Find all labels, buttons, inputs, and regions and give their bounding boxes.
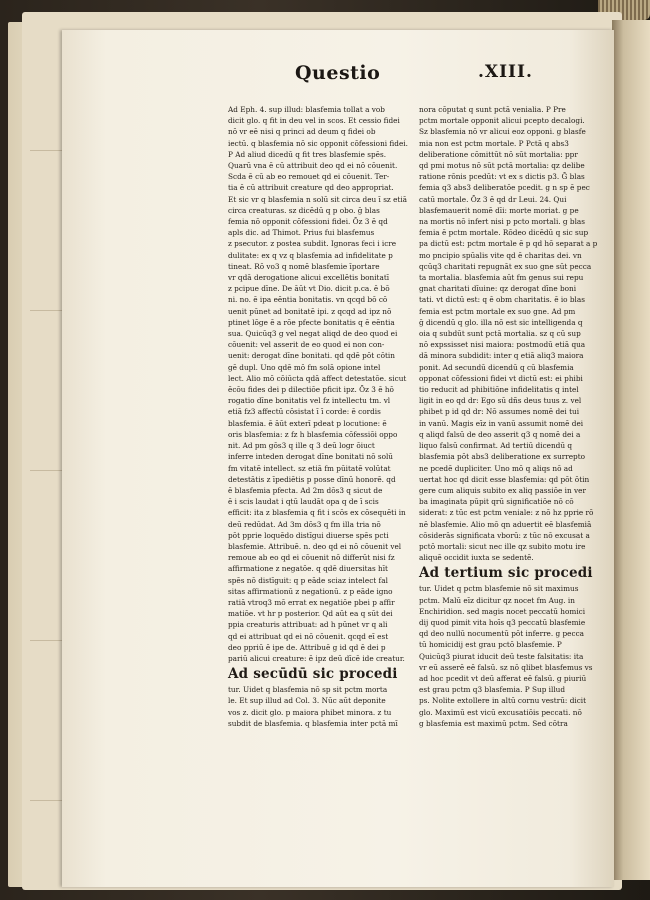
text-line: ne pcedē dupliciter. Uno mō q aliqs nō ad (419, 463, 573, 473)
text-line: ponit. Ad secundū dicendū q cū blasfemia (419, 362, 574, 372)
text-line: ptinet lōge ē a rōe pfecte bonitatis q ē eēntia (228, 317, 395, 327)
text-line: z pcipue dīne. De āūt vt Dio. dicit p.ca. ē bō (228, 284, 390, 294)
text-line: ratiā vtroq3 mō errat ex negatiōe pbei p affir (228, 597, 395, 607)
text-line: cōuenit: vel asserit de eo quod ei non con- (228, 340, 385, 350)
text-line: lect. Alio mō cōiūcta qdā affect detestatōe. sicut (228, 373, 407, 383)
text-line: Quicūq3 piurat iducit deū teste falsitatis: ita (419, 651, 584, 661)
text-line: vr qdā derogatione alicui excellētis bonitatī (228, 273, 390, 283)
text-line: deo ppriū ē ipe de. Attribuē g id qd ē dei p (228, 642, 386, 652)
text-line: qd pmi motus nō sūt pctā mortalia: qz delibe (419, 161, 585, 171)
text-line: circa creaturas. sz dicēdū q p obo. ḡ blas (228, 205, 380, 215)
text-line: Quarū vna ē cū attribuit deo qd ei nō cōuenit. (228, 161, 398, 171)
text-line: nit. Ad pm gōs3 q ille q 3 deū logr ōiuct (228, 441, 375, 451)
text-line: aliquē occidit iuxta se sedentē. (419, 553, 534, 563)
text-line: femia q3 abs3 deliberatōe pcedit. g n sp ē pec (419, 183, 590, 193)
text-line: qcūq3 charitati repugnāt ex suo gne sūt pecca (419, 261, 592, 271)
text-line: remoue ab eo qd ei cōuenit nō differūt nisi fz (228, 553, 395, 563)
text-line: nō vr eē nisi q princi ad deum q fidei ob (228, 127, 376, 137)
text-line: na mortis nō infert nisi p pcto mortali. g blas (419, 217, 586, 227)
text-line: tur. Uidet q pctm blasfemie nō sit maximus (419, 584, 579, 594)
text-line: nora cōputat q sunt pctā venialia. P Pre (419, 105, 566, 114)
text-line: ta mortalia. blasfemia aūt fm genus sui repu (419, 273, 584, 283)
text-line: ps. Nolite extollere in altū cornu vestrū: dicit (419, 696, 587, 706)
text-line: pctm. Malū eīz dicitur qz nocet fm Aug. in (419, 595, 575, 605)
text-line: gere cum aliquis subito ex aliq passiōe in ver (419, 485, 586, 495)
text-line: dā minora subdidit: inter q etiā aliq3 maiora (419, 351, 584, 361)
text-line: ni. no. ē ipa eēntia bonitatis. vn qcqd bō cō (228, 295, 388, 305)
text-line: pa dictū est: pctm mortale ē p qd hō separat a p (419, 239, 598, 249)
text-line: ē i scis laudat i qtū laudāt opa q de ī scis (228, 497, 379, 507)
text-line: blasfemie. Attribuē. n. deo qd ei nō cōuenit vel (228, 541, 402, 551)
text-line: deū redūdat. Ad 3m dōs3 q fm illa tria nō (228, 519, 381, 529)
text-line: z psecutor. z postea subdit. Ignoras feci i icre (228, 239, 397, 249)
text-line: catū mortale. Ōz 3 ē qd dr Leui. 24. Qui (419, 194, 567, 204)
text-line: Enchiridion. sed magis nocet peccatū homici (419, 606, 586, 616)
text-line: nō expssisset nisi maiora: postmodū etiā qua (419, 340, 586, 350)
left-column-continuation (228, 684, 408, 729)
text-line: apls dic. ad Thimot. Prius fui blasfemus (228, 228, 375, 238)
text-line: phibet p id qd dr: Nō assumes nomē dei tui (419, 407, 580, 417)
text-line: opponat cōfessioni fidei vt dictū est: ei phibi (419, 373, 583, 383)
text-line: sitas affirmationū z negationū. z p eāde igno (228, 586, 393, 596)
text-line: pariū alicui creature: ē ipz deū dīcē ide creatur. (228, 653, 405, 663)
text-line: femia ē pctm mortale. Rōdeo dicēdū q sic sup (419, 228, 589, 238)
text-line: nē blasfemie. Alio mō qn aduertit eē blasfemiā (419, 519, 592, 529)
running-head-number: .XIII. (478, 62, 533, 82)
text-line: est grau pctm q3 blasfemia. P Sup illud (419, 685, 566, 695)
text-line: dulitate: ex q vz q blasfemia ad infidelitate p (228, 250, 393, 260)
text-line: inferre inteden derogat dīne bonitati nō solū (228, 452, 393, 462)
running-head-questio: Questio (295, 62, 381, 84)
right-column-continuation (419, 583, 599, 729)
text-line: mo pncipio spūalis vite qd ē charitas dei. vn (419, 250, 582, 260)
text-line: blasfemauerit nomē dīi: morte moriat. g pe (419, 205, 579, 215)
text-line: mia non est pctm mortale. P Pctā q abs3 (419, 138, 569, 148)
text-line: ba imaginata pūpit qrū significatiōe nō cō (419, 497, 574, 507)
text-line: oris blasfemia: z fz h blasfemia cōfessiōi oppo (228, 429, 398, 439)
text-line: pctm mortale opponit alicui pcepto decalogi. (419, 116, 585, 126)
text-line: etiā fz3 affectū cōsistat ī ī corde: ē cordis (228, 407, 381, 417)
right-page-strip (612, 20, 650, 880)
text-line: dij quod pimit vita hoīs q3 peccatū blasfemie (419, 617, 586, 627)
left-text-column (228, 104, 408, 729)
text-line: blasfemia. ē āūt exterī pdeat p locutione: ē (228, 418, 387, 428)
text-line: ppia creaturis attribuat: ad h pūnet vr q ali (228, 620, 388, 630)
text-line: Scda ē cū ab eo remouet qd ei cōuenit. Ter- (228, 172, 390, 182)
text-line: q aliqd falsū de deo asserit q3 q nomē dei a (419, 429, 581, 439)
text-line: tineat. Rō vo3 q nomē blasfemie īportare (228, 261, 380, 271)
text-line: pctō mortali: sicut nec ille qz subito motu ire (419, 541, 586, 551)
text-line: tia ē cū attribuit creature qd deo appropriat. (228, 183, 394, 193)
text-line: subdit de blasfemia. q blasfemia inter pctā mī (228, 718, 398, 728)
text-line: femia est pctm mortale ex suo gne. Ad pm (419, 306, 576, 316)
text-line: tati. vt dictū est: q ē obm charitatis. ē io blas (419, 295, 585, 305)
text-line: femia nō opponit cōfessioni fidei. Ōz 3 ē qd (228, 217, 388, 227)
text-line: ratione rōnis pcedūt: vt ex s dictis p3. Ḡ blas (419, 172, 585, 182)
text-line: ḡ dicendū q glo. illa nō est sic intelligenda q (419, 317, 583, 327)
text-line: detestātis z īpediētis p posse dīnū honorē. qd (228, 474, 396, 484)
right-text-column (419, 104, 599, 729)
text-line: tur. Uidet q blasfemia nō sp sit pctm morta (228, 685, 388, 695)
text-line: tū homicidij est grau pctō blasfemie. P (419, 640, 562, 650)
text-line: dicit glo. q fit in deu vel in scos. Et cessio fidei (228, 116, 400, 126)
text-line: fm vitatē intellect. sz etiā fm pūitatē volūtat (228, 463, 391, 473)
text-line: deliberatione cōmittūt nō sūt mortalia: ppr (419, 149, 578, 159)
text-line: pōt pprie loquēdo distīgui diuerse spēs pcti (228, 530, 389, 540)
text-line: iectū. q blasfemia nō sic opponit cōfessioni fidei. (228, 138, 408, 148)
text-line: liquo falsū confirmat. Ad tertiū dicendū q (419, 441, 573, 451)
text-line: in vanū. Magis eīz in vanū assumit nomē dei (419, 418, 584, 428)
text-line: uenit pūnet ad bonitatē ipi. z qcqd ad ipz nō (228, 306, 392, 316)
text-line: qd deo nullū nocumentū pōt inferre. g pecca (419, 629, 585, 639)
text-line: siderat: z tūc est pctm veniale: z nō hz pprie rō (419, 508, 594, 518)
text-line: gnat charitati dīuine: qz derogat dīne boni (419, 284, 577, 294)
text-line: uenit: derogat dīne bonitati. qd qdē pōt cōtin (228, 351, 395, 361)
text-line: efficit: ita z blasfemia q fit i scōs ex cōsequēti in (228, 508, 406, 518)
text-line: cōsiderās significata vborū: z tūc nō excusat a (419, 530, 590, 540)
text-line: Ad Eph. 4. sup illud: blasfemia tollat a vob (228, 105, 385, 114)
text-line: gē dupl. Uno qdē mō fm solā opione intel (228, 362, 381, 372)
text-line: g blasfemia est maximū pctm. Sed cōtra (419, 718, 568, 728)
text-line: le. Et sup illud ad Col. 3. Nūc aūt deponite (228, 696, 386, 706)
text-line: spēs nō distīguit: q p eāde sciaz intelect fal (228, 575, 388, 585)
text-line: ligit in eo qd dr: Ego sū dñs deus tuus z. vel (419, 396, 582, 406)
text-line: glo. Maximū est vicū excusatiōis peccati. nō (419, 707, 582, 717)
text-line: P Ad aliud dicedū q fit tres blasfemie spēs. (228, 149, 387, 159)
text-line: sua. Quicūq3 g vel negat aliqd de deo quod ei (228, 329, 398, 339)
text-line: qd ei attribuat qd ei nō cōuenit. qcqd eī est (228, 631, 389, 641)
text-line: vos z. dicit glo. p maiora phibet minora. z tu (228, 707, 392, 717)
text-line: Et sic vr q blasfemia n solū sit circa deu ī sz etiā (228, 194, 408, 204)
text-line: matiōe. vt hr p posterior. Qd aūt ea q sūt dei (228, 609, 393, 619)
text-line: affirmatione z negatōe. q qdē diuersitas hīt (228, 564, 388, 574)
left-column-body (228, 104, 408, 664)
text-line: blasfemia pōt abs3 deliberatione ex surrepto (419, 452, 586, 462)
text-line: Sz blasfemia nō vr alicui eoz opponi. g blasfe (419, 127, 586, 137)
text-line: ēcōu fides dei p dilectiōe pficit ipz. Ōz 3 ē hō (228, 385, 394, 395)
text-line: tio reducit ad phibitiōne infidelitatis q intel (419, 385, 579, 395)
section-heading-tertium: Ad tertium sic procedi (419, 565, 593, 582)
section-heading-secundum: Ad secūdū sic procedi (228, 666, 398, 683)
text-line: ad hoc pcedit vt deū afferat eē falsū. g piuriū (419, 673, 587, 683)
text-line: oia q subdūt sunt pctā mortalia. sz q cū sup (419, 329, 581, 339)
text-line: rogatio dīne bonitatis vel fz intellectu tm. vl (228, 396, 391, 406)
text-line: ē blasfemia pfecta. Ad 2m dōs3 q sicut de (228, 485, 383, 495)
text-line: vr eū asserē eē falsū. sz nō qlibet blasfemus vs (419, 662, 593, 672)
right-column-body (419, 104, 599, 563)
text-line: uertat hoc qd dicit esse blasfemia: qd pōt ōtin (419, 474, 590, 484)
